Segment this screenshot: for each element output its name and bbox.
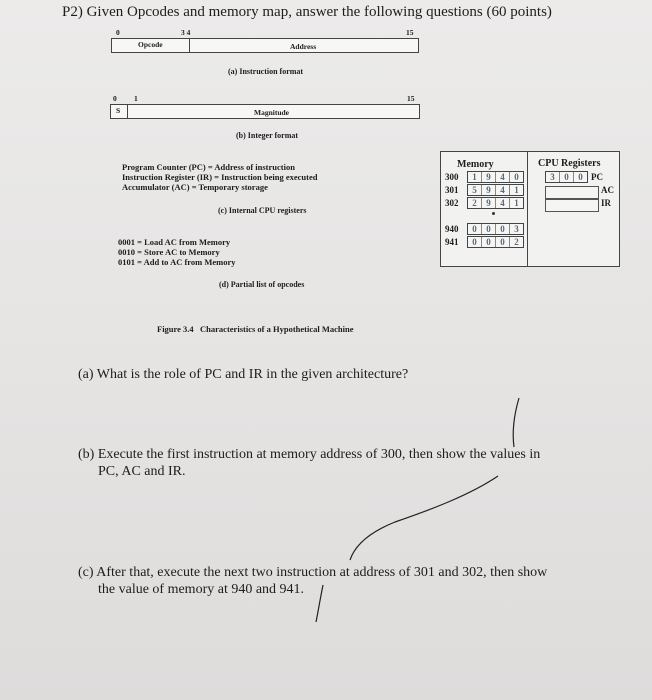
memory-digit: 9 (482, 172, 496, 182)
question-b-line2: PC, AC and IR. (98, 464, 186, 479)
pen-stroke (350, 476, 498, 560)
memory-digit: 0 (468, 224, 482, 234)
pc-digit: 0 (578, 172, 583, 182)
memory-address: 302 (445, 198, 459, 208)
memory-digit: 2 (468, 198, 482, 208)
figure-caption: Figure 3.4 Characteristics of a Hypothetical Machine (157, 324, 354, 334)
pc-label: PC (591, 172, 603, 182)
question-a: (a) What is the role of PC and IR in the given architecture? (78, 367, 409, 382)
memory-address: 300 (445, 172, 459, 182)
memory-digit: 3 (514, 224, 519, 234)
pen-stroke (513, 398, 519, 447)
memory-digit: 9 (482, 185, 496, 195)
question-c-line1: (c) After that, execute the next two instruction at address of 301 and 302, then show (78, 565, 548, 580)
problem-title: P2) Given Opcodes and memory map, answer the following questions (60 points) (62, 4, 552, 20)
memory-digit: 1 (514, 185, 519, 195)
opcode-line: 0101 = Add to AC from Memory (118, 257, 236, 267)
memory-digit: 1 (468, 172, 482, 182)
register-line: Accumulator (AC) = Temporary storage (122, 182, 268, 192)
integer-format-caption: (b) Integer format (236, 131, 299, 140)
memory-address: 940 (445, 224, 459, 234)
bit-label-15: 15 (406, 28, 414, 37)
memory-digit: 9 (482, 198, 496, 208)
question-c-line2: the value of memory at 940 and 941. (98, 582, 305, 597)
registers-caption: (c) Internal CPU registers (218, 206, 307, 215)
address-field: Address (290, 42, 317, 51)
memory-digit: 0 (482, 237, 496, 247)
question-b-line1: (b) Execute the first instruction at memory address of 300, then show the values in (78, 447, 541, 462)
bit-label-3-4: 3 4 (181, 28, 191, 37)
int-bit-1: 1 (134, 94, 138, 103)
register-line: Instruction Register (IR) = Instruction being executed (122, 172, 318, 182)
memory-digit: 0 (496, 224, 510, 234)
memory-digit: 0 (514, 172, 519, 182)
pc-digit: 0 (560, 172, 574, 182)
memory-digit: 4 (496, 172, 510, 182)
memory-digit: 0 (482, 224, 496, 234)
memory-digit: 4 (496, 185, 510, 195)
opcodes-caption: (d) Partial list of opcodes (219, 280, 305, 289)
instruction-format-caption: (a) Instruction format (228, 67, 304, 76)
memory-address: 941 (445, 237, 459, 247)
opcode-line: 0010 = Store AC to Memory (118, 247, 220, 257)
bit-label-0: 0 (116, 28, 120, 37)
int-bit-0: 0 (113, 94, 117, 103)
memory-digit: 4 (496, 198, 510, 208)
pen-stroke (316, 585, 323, 622)
opcode-line: 0001 = Load AC from Memory (118, 237, 231, 247)
pc-digit: 3 (546, 172, 560, 182)
memory-address: 301 (445, 185, 459, 195)
memory-title: Memory (457, 159, 494, 170)
memory-digit: 5 (468, 185, 482, 195)
magnitude-field: Magnitude (254, 108, 290, 117)
ir-label: IR (601, 198, 612, 208)
memory-digit: 1 (514, 198, 519, 208)
int-bit-15: 15 (407, 94, 415, 103)
memory-digit: 0 (496, 237, 510, 247)
register-line: Program Counter (PC) = Address of instruction (122, 162, 295, 172)
opcode-field: Opcode (138, 40, 163, 49)
memory-digit: 0 (468, 237, 482, 247)
ac-label: AC (601, 185, 614, 195)
memory-digit: 2 (514, 237, 519, 247)
cpu-title: CPU Registers (538, 158, 601, 169)
sign-field: S (116, 106, 121, 115)
